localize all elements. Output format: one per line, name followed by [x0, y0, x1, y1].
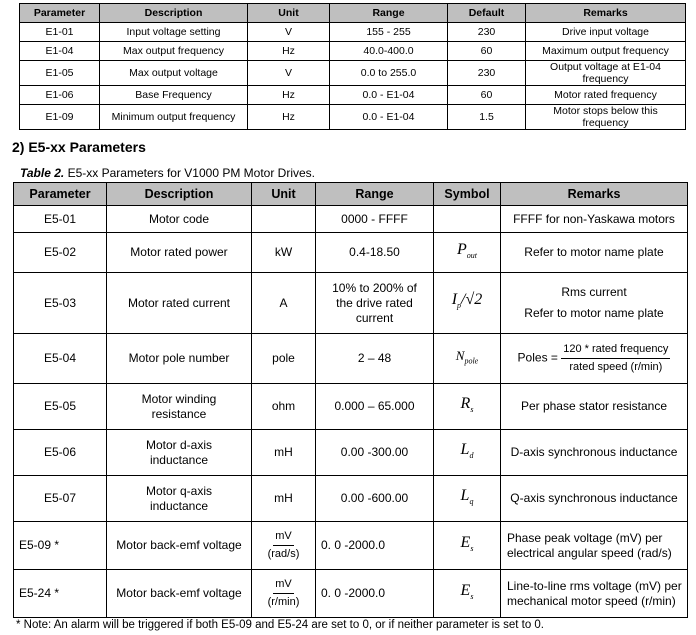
cell-remarks: Motor stops below this frequency — [526, 105, 686, 130]
cell-range: 0.0 to 255.0 — [330, 61, 448, 86]
header-description: Description — [100, 4, 248, 23]
cell-range: 40.0-400.0 — [330, 42, 448, 61]
cell-default: 60 — [448, 42, 526, 61]
table-header-row — [20, 4, 686, 23]
cell-parameter: E5-24 * — [14, 570, 107, 618]
cell-unit: pole — [252, 334, 316, 384]
cell-unit: V — [248, 61, 330, 86]
cell-remarks: D-axis synchronous inductance — [501, 430, 688, 476]
cell-remarks: Drive input voltage — [526, 23, 686, 42]
table-caption — [20, 166, 315, 180]
remarks-prefix: Poles = — [517, 350, 562, 365]
remarks-line: mechanical motor speed (r/min) — [507, 593, 676, 608]
cell-symbol — [434, 430, 501, 476]
symbol-e-s: $E_s$ — [460, 533, 474, 554]
cell-description: Motor code — [107, 206, 252, 233]
header-parameter: Parameter — [14, 183, 107, 206]
header-remarks: Remarks — [526, 4, 686, 23]
cell-unit — [252, 206, 316, 233]
cell-unit — [252, 570, 316, 618]
table-row — [14, 273, 688, 334]
cell-parameter: E5-04 — [14, 334, 107, 384]
e5-parameter-table — [13, 182, 688, 618]
unit-fraction: $\frac{mV}{(r/\min)}$ — [267, 578, 300, 608]
caption-label: Table 2. — [20, 166, 65, 180]
remarks-line: Phase peak voltage (mV) per — [507, 530, 663, 545]
symbol-e-s: $E_s$ — [460, 581, 474, 602]
cell-unit: mH — [252, 430, 316, 476]
cell-range — [316, 273, 434, 334]
cell-range: 0.4-18.50 — [316, 233, 434, 273]
description-line: Motor d-axis — [145, 437, 213, 452]
cell-range: 0. 0 -2000.0 — [316, 570, 434, 618]
cell-range: 0. 0 -2000.0 — [316, 522, 434, 570]
cell-parameter: E1-01 — [20, 23, 100, 42]
cell-parameter: E5-09 * — [14, 522, 107, 570]
header-range: Range — [330, 4, 448, 23]
cell-range: 0.0 - E1-04 — [330, 105, 448, 130]
cell-unit: ohm — [252, 384, 316, 430]
cell-parameter: E1-06 — [20, 86, 100, 105]
cell-unit: mH — [252, 476, 316, 522]
range-line: the drive rated — [336, 295, 413, 310]
cell-parameter: E5-01 — [14, 206, 107, 233]
cell-parameter: E1-04 — [20, 42, 100, 61]
table-header-row — [14, 183, 688, 206]
cell-description: Max output frequency — [100, 42, 248, 61]
cell-description: Input voltage setting — [100, 23, 248, 42]
cell-range: 0.00 -300.00 — [316, 430, 434, 476]
description-line: Motor q-axis — [145, 483, 213, 498]
cell-remarks: FFFF for non-Yaskawa motors — [501, 206, 688, 233]
cell-symbol — [434, 273, 501, 334]
e1-parameter-table — [19, 3, 686, 130]
remarks-line: Rms current — [561, 285, 627, 299]
cell-description: Motor pole number — [107, 334, 252, 384]
cell-default: 230 — [448, 61, 526, 86]
cell-unit: Hz — [248, 86, 330, 105]
symbol-ip-root2: $I_p/√2$ — [451, 291, 483, 311]
cell-unit: A — [252, 273, 316, 334]
description-line: resistance — [151, 406, 207, 421]
cell-symbol — [434, 233, 501, 273]
cell-remarks: Motor rated frequency — [526, 86, 686, 105]
table-row — [14, 334, 688, 384]
cell-description: Motor rated current — [107, 273, 252, 334]
header-remarks: Remarks — [501, 183, 688, 206]
cell-symbol — [434, 476, 501, 522]
cell-parameter: E5-03 — [14, 273, 107, 334]
cell-remarks — [501, 570, 688, 618]
cell-remarks: Per phase stator resistance — [501, 384, 688, 430]
cell-default: 1.5 — [448, 105, 526, 130]
poles-formula: $\frac{\text{120 * rated frequency}}{\text{rated speed (r/min)}}$ — [563, 343, 669, 373]
cell-range: 155 - 255 — [330, 23, 448, 42]
footnote: * Note: An alarm will be triggered if both E5-09 and E5-24 are set to 0, or if neither parameter is set to 0. — [16, 619, 545, 631]
cell-remarks: Refer to motor name plate — [501, 233, 688, 273]
cell-description: Max output voltage — [100, 61, 248, 86]
cell-unit: kW — [252, 233, 316, 273]
description-line: inductance — [149, 452, 209, 467]
header-description: Description — [107, 183, 252, 206]
cell-symbol — [434, 206, 501, 233]
cell-description — [107, 430, 252, 476]
cell-range: 0.00 -600.00 — [316, 476, 434, 522]
table-row — [20, 23, 686, 42]
cell-unit: V — [248, 23, 330, 42]
cell-parameter: E5-02 — [14, 233, 107, 273]
table-row — [20, 42, 686, 61]
cell-description: Base Frequency — [100, 86, 248, 105]
cell-parameter: E5-07 — [14, 476, 107, 522]
cell-description: Motor back-emf voltage — [107, 570, 252, 618]
cell-remarks — [501, 273, 688, 334]
cell-parameter: E5-06 — [14, 430, 107, 476]
cell-description — [107, 476, 252, 522]
cell-range: 0000 - FFFF — [316, 206, 434, 233]
cell-default: 230 — [448, 23, 526, 42]
table-row — [14, 206, 688, 233]
cell-parameter: E1-05 — [20, 61, 100, 86]
unit-fraction: $\frac{mV}{\text{(rad/s)}}$ — [267, 530, 300, 560]
cell-unit: Hz — [248, 105, 330, 130]
table-row — [20, 105, 686, 130]
symbol-l-q: $L_q$ — [460, 486, 474, 507]
cell-unit — [252, 522, 316, 570]
section-heading: 2) E5-xx Parameters — [12, 139, 146, 155]
remarks-line: electrical angular speed (rad/s) — [507, 545, 672, 560]
cell-remarks — [501, 334, 688, 384]
symbol-r-s: $R_s$ — [460, 394, 474, 415]
cell-symbol — [434, 334, 501, 384]
caption-text: E5-xx Parameters for V1000 PM Motor Drives. — [67, 166, 316, 180]
cell-remarks: Output voltage at E1-04 frequency — [526, 61, 686, 86]
cell-range: 0.0 - E1-04 — [330, 86, 448, 105]
cell-remarks — [501, 522, 688, 570]
table-row — [20, 61, 686, 86]
header-range: Range — [316, 183, 434, 206]
table-row — [14, 430, 688, 476]
cell-range: 0.000 – 65.000 — [316, 384, 434, 430]
cell-remarks: Maximum output frequency — [526, 42, 686, 61]
cell-description: Motor back-emf voltage — [107, 522, 252, 570]
header-symbol: Symbol — [434, 183, 501, 206]
remarks-line: Refer to motor name plate — [524, 306, 664, 320]
cell-description: Minimum output frequency — [100, 105, 248, 130]
table-row — [20, 86, 686, 105]
header-unit: Unit — [252, 183, 316, 206]
table-row — [14, 233, 688, 273]
table-row — [14, 476, 688, 522]
cell-default: 60 — [448, 86, 526, 105]
cell-remarks: Q-axis synchronous inductance — [501, 476, 688, 522]
range-line: current — [355, 310, 394, 325]
header-unit: Unit — [248, 4, 330, 23]
remarks-line: Line-to-line rms voltage (mV) per — [507, 578, 682, 593]
cell-symbol — [434, 522, 501, 570]
table-row — [14, 522, 688, 570]
symbol-p-out: $P_{out}$ — [456, 240, 477, 261]
cell-range: 2 – 48 — [316, 334, 434, 384]
description-line: inductance — [149, 498, 209, 513]
cell-description — [107, 384, 252, 430]
range-line: 10% to 200% of — [332, 280, 417, 295]
cell-parameter: E1-09 — [20, 105, 100, 130]
header-default: Default — [448, 4, 526, 23]
cell-parameter: E5-05 — [14, 384, 107, 430]
header-parameter: Parameter — [20, 4, 100, 23]
cell-unit: Hz — [248, 42, 330, 61]
symbol-l-d: $L_d$ — [460, 440, 474, 461]
symbol-n-pole: $N_{pole}$ — [455, 348, 479, 366]
cell-symbol — [434, 384, 501, 430]
cell-symbol — [434, 570, 501, 618]
description-line: Motor winding — [141, 391, 217, 406]
cell-description: Motor rated power — [107, 233, 252, 273]
table-row — [14, 570, 688, 618]
table-row — [14, 384, 688, 430]
